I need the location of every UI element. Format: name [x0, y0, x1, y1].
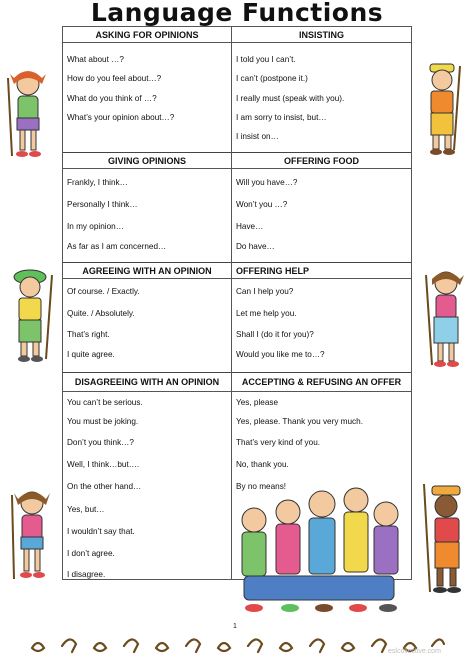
phrase-item: As far as I am concerned…: [67, 242, 167, 251]
section-heading: DISAGREEING WITH AN OPINION: [63, 373, 231, 392]
watermark: eslcollective.com: [388, 648, 441, 655]
section-giving-opinions: [63, 153, 231, 262]
kids-group-icon: [232, 480, 408, 616]
section-heading: AGREEING WITH AN OPINION: [63, 263, 231, 279]
phrase-item: I am sorry to insist, but…: [236, 113, 327, 122]
phrase-item: Well, I think…but….: [67, 460, 140, 469]
section-asking-for-opinions: [63, 27, 231, 152]
left-column: [63, 27, 231, 579]
phrase-item: Of course. / Exactly.: [67, 287, 140, 296]
page-title: Language Functions: [90, 0, 384, 27]
phrase-item: Won’t you …?: [236, 200, 288, 209]
boy-fishing-icon: [4, 265, 60, 365]
section-heading: ASKING FOR OPINIONS: [63, 27, 231, 43]
phrase-item: You can’t be serious.: [67, 398, 143, 407]
section-disagreeing: [63, 373, 231, 581]
phrase-item: Yes, please: [236, 398, 279, 407]
phrase-item: On the other hand…: [67, 482, 142, 491]
phrase-item: How do you feel about…?: [67, 74, 162, 83]
section-heading: ACCEPTING & REFUSING AN OFFER: [232, 373, 411, 392]
phrase-item: I really must (speak with you).: [236, 94, 345, 103]
phrase-item: Shall I (do it for you)?: [236, 330, 314, 339]
phrase-item: Personally I think…: [67, 200, 138, 209]
girl-fishing-icon: [4, 485, 58, 585]
phrase-item: Frankly, I think…: [67, 178, 128, 187]
phrase-item: Do have…: [236, 242, 275, 251]
section-heading: INSISTING: [232, 27, 411, 43]
phrase-item: I told you I can’t.: [236, 55, 296, 64]
section-offering-help: [232, 263, 411, 372]
phrase-item: That’s very kind of you.: [236, 438, 321, 447]
boy-fishing-icon: [416, 480, 472, 600]
phrase-item: Yes, please. Thank you very much.: [236, 417, 363, 426]
page-number: 1: [233, 623, 237, 630]
phrase-item: I don’t agree.: [67, 549, 115, 558]
phrase-item: What’s your opinion about…?: [67, 113, 175, 122]
fish-hook-icon: [28, 634, 448, 654]
boy-fishing-icon: [416, 58, 470, 158]
phrase-item: What about …?: [67, 55, 124, 64]
phrase-item: By no means!: [236, 482, 287, 491]
section-heading: OFFERING FOOD: [232, 153, 411, 169]
phrase-item: Quite. / Absolutely.: [67, 309, 135, 318]
girl-fishing-icon: [2, 66, 54, 162]
section-heading: OFFERING HELP: [232, 263, 411, 279]
phrase-item: Yes, but…: [67, 505, 105, 514]
phrase-item: In my opinion…: [67, 222, 124, 231]
girl-fishing-icon: [418, 265, 472, 371]
section-heading: GIVING OPINIONS: [63, 153, 231, 169]
phrase-item: No, thank you.: [236, 460, 289, 469]
phrase-item: What do you think of …?: [67, 94, 157, 103]
phrase-item: Let me help you.: [236, 309, 297, 318]
phrase-item: I wouldn’t say that.: [67, 527, 135, 536]
phrase-item: I insist on…: [236, 132, 279, 141]
phrase-item: I can’t (postpone it.): [236, 74, 308, 83]
section-offering-food: [232, 153, 411, 262]
phrase-item: You must be joking.: [67, 417, 139, 426]
section-agreeing: [63, 263, 231, 372]
phrase-item: Can I help you?: [236, 287, 294, 296]
section-insisting: [232, 27, 411, 152]
phrase-item: Will you have…?: [236, 178, 298, 187]
phrase-item: Would you like me to…?: [236, 350, 325, 359]
phrase-item: I quite agree.: [67, 350, 115, 359]
phrase-item: Don’t you think…?: [67, 438, 134, 447]
phrase-item: That’s right.: [67, 330, 110, 339]
phrase-item: I disagree.: [67, 570, 106, 579]
phrase-item: Have…: [236, 222, 264, 231]
